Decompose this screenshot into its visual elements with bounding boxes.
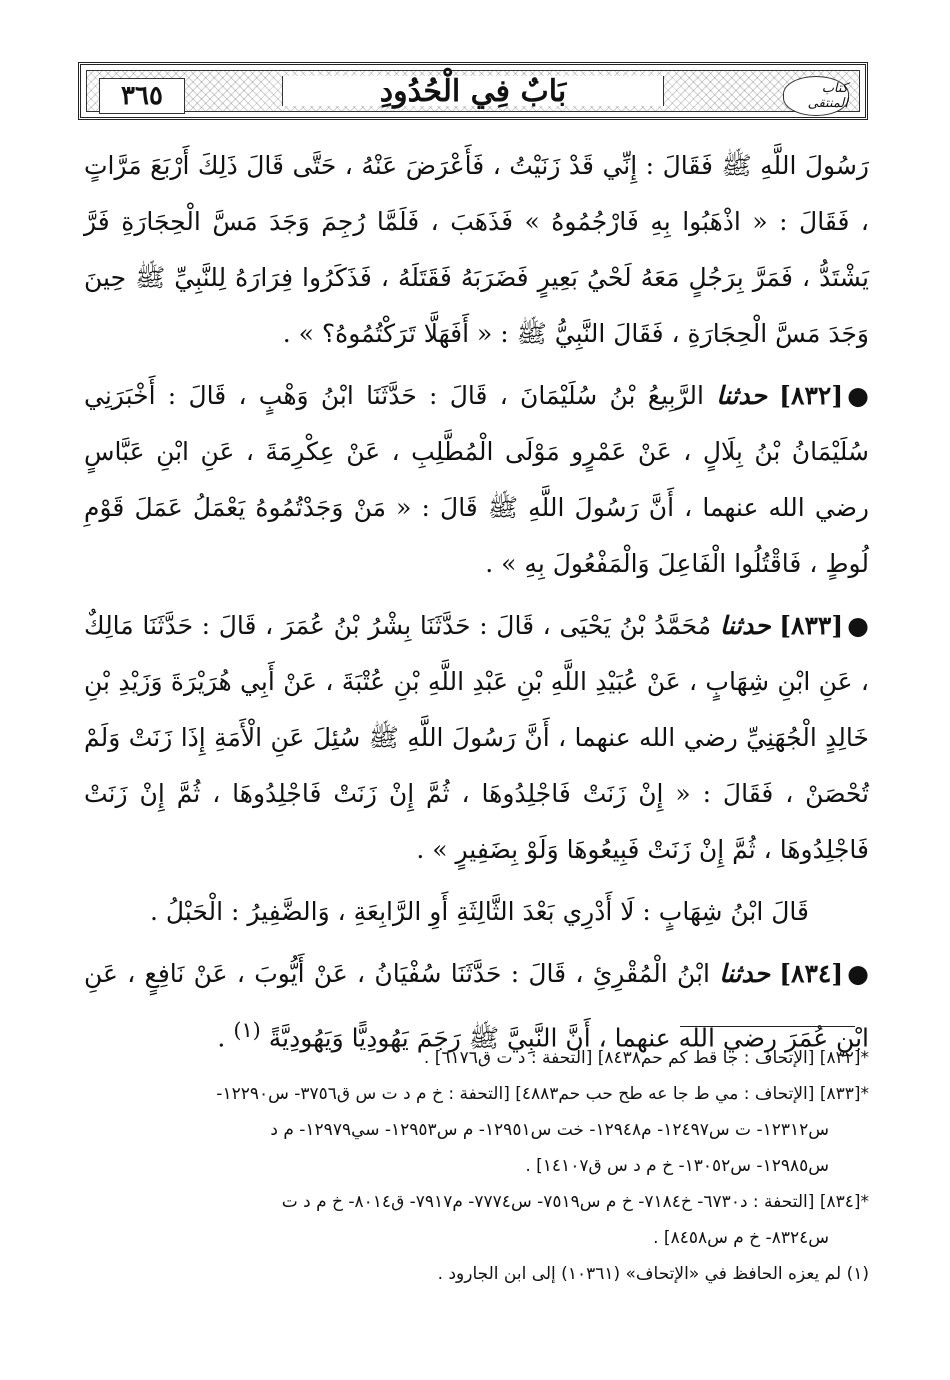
hadith-number: [٨٣٤] [779, 959, 844, 988]
book-logo [783, 76, 849, 116]
page-number-box [99, 78, 185, 114]
footnote-reference[interactable]: (١) [233, 1018, 261, 1042]
paragraph-continuation: رَسُولَ اللَّهِ ﷺ فَقَالَ : إِنِّي قَدْ زَنَيْتُ ، فَأَعْرَضَ عَنْهُ ، حَتَّى قَالَ ذَلِكَ أَرْبَعَ مَرَّاتٍ ، فَقَالَ : « اذْهَبُوا بِهِ فَارْجُمُوهُ » فَذَهَبَ ، فَلَمَّا رُجِمَ وَجَدَ مَسَّ الْحِجَارَةِ فَرَّ يَشْتَدُّ ، فَمَرَّ بِرَجُلٍ مَعَهُ لَحْيُ بَعِيرٍ فَضَرَبَهُ فَقَتَلَهُ ، فَذَكَرُوا فِرَارَهُ لِلنَّبِيِّ ﷺ حِينَ وَجَدَ مَسَّ الْحِجَارَةِ ، فَقَالَ النَّبِيُّ ﷺ : « أَفَهَلَّا تَرَكْتُمُوهُ؟ » . [84, 151, 869, 348]
page-number: ٣٦٥ [121, 81, 163, 111]
hadith-end: . [217, 1023, 234, 1053]
ibn-shihab-comment: قَالَ ابْنُ شِهَابٍ : لَا أَدْرِي بَعْدَ الثَّالِثَةِ أَوِ الرَّابِعَةِ ، وَالضَّفِيرُ : الْحَبْلُ . [149, 897, 809, 926]
bullet-icon: ● [847, 611, 869, 640]
haddathana-label: حدثنا [719, 611, 771, 640]
hadith-text: الرَّبِيعُ بْنُ سُلَيْمَانَ ، قَالَ : حَدَّثَنَا ابْنُ وَهْبٍ ، قَالَ : أَخْبَرَنِي سُلَيْمَانُ بْنُ بِلَالٍ ، عَنْ عَمْرٍو مَوْلَى الْمُطَّلِبِ ، عَنْ عِكْرِمَةَ ، عَنِ ابْنِ عَبَّاسٍ رضي الله عنهما ، أَنَّ رَسُولَ اللَّهِ ﷺ قَالَ : « مَنْ وَجَدْتُمُوهُ يَعْمَلُ عَمَلَ قَوْمِ لُوطٍ ، فَاقْتُلُوا الْفَاعِلَ وَالْمَفْعُولَ بِهِ » . [84, 381, 869, 578]
hadith-832 [84, 368, 869, 592]
book-logo-text: كتاب المنتقى [807, 81, 848, 111]
footnote-834-line1: *[٨٣٤] [التحفة : د٦٧٣٠- خ٧١٨٤- خ م س٧٥١٩- س٧٧٧٤- م٧٩١٧- ق٨٠١٤- خ م د ت [281, 1192, 869, 1212]
hadith-833 [84, 598, 869, 878]
hadith-number: [٨٣٣] [779, 611, 844, 640]
footnote-832: *[٨٣٢] [الإتحاف : جا قط كم حم٨٤٣٨] [التحفة : د ت ق٦١٧٦] . [423, 1048, 869, 1068]
header-ornament [86, 70, 860, 112]
hadith-text: مُحَمَّدُ بْنُ يَحْيَى ، قَالَ : حَدَّثَنَا بِشْرُ بْنُ عُمَرَ ، قَالَ : حَدَّثَنَا مَالِكٌ ، عَنِ ابْنِ شِهَابٍ ، عَنْ عُبَيْدِ اللَّهِ بْنِ عَبْدِ اللَّهِ بْنِ عُتْبَةَ ، عَنْ أَبِي هُرَيْرَةَ وَزَيْدِ بْنِ خَالِدٍ الْجُهَنِيِّ رضي الله عنهما ، أَنَّ رَسُولَ اللَّهِ ﷺ سُئِلَ عَنِ الْأَمَةِ إِذَا زَنَتْ وَلَمْ تُحْصَنْ ، فَقَالَ : « إِنْ زَنَتْ فَاجْلِدُوهَا ، ثُمَّ إِنْ زَنَتْ فَاجْلِدُوهَا ، ثُمَّ إِنْ زَنَتْ فَاجْلِدُوهَا ، ثُمَّ إِنْ زَنَتْ فَبِيعُوهَا وَلَوْ بِضَفِيرٍ » . [84, 611, 869, 864]
chapter-title-box [282, 73, 664, 109]
footnote-834-line2: س٨٣٢٤- خ م س٨٤٥٨] . [653, 1228, 829, 1248]
chapter-title: بَابٌ فِي الْحُدُودِ [379, 73, 567, 109]
page-header [78, 62, 868, 120]
haddathana-label: حدثنا [719, 959, 770, 988]
footnote-833-line2: س١٢٣١٢- ت س١٢٤٩٧- م١٢٩٤٨- خت س١٢٩٥١- م س١٢٩٥٣- سي١٢٩٧٩- م د [270, 1120, 829, 1140]
hadith-number: [٨٣٢] [779, 381, 844, 410]
footnote-833-line3: س١٢٩٨٥- س١٣٠٥٢- خ م د س ق١٤١٠٧] . [525, 1156, 829, 1176]
main-text [84, 138, 869, 1072]
footnote-divider [680, 1026, 855, 1027]
footnote-1: (١) لم يعزه الحافظ في «الإتحاف» (١٠٣٦١) إلى ابن الجارود . [437, 1264, 869, 1284]
hadith-text: ابْنُ الْمُقْرِئِ ، قَالَ : حَدَّثَنَا سُفْيَانُ ، عَنْ أَيُّوبَ ، عَنْ نَافِعٍ ، عَنِ ابْنِ عُمَرَ رضي الله عنهما ، أَنَّ النَّبِيَّ ﷺ رَجَمَ يَهُودِيًّا وَيَهُودِيَّةً [84, 959, 869, 1053]
haddathana-label: حدثنا [716, 381, 767, 410]
bullet-icon: ● [847, 381, 869, 410]
footnotes [84, 1040, 869, 1292]
footnote-833-line1: *[٨٣٣] [الإتحاف : مي ط جا عه طح حب حم٤٨٨٣] [التحفة : خ م د ت س ق٣٧٥٦- س١٢٢٩٠- [216, 1084, 869, 1104]
bullet-icon: ● [847, 959, 869, 988]
